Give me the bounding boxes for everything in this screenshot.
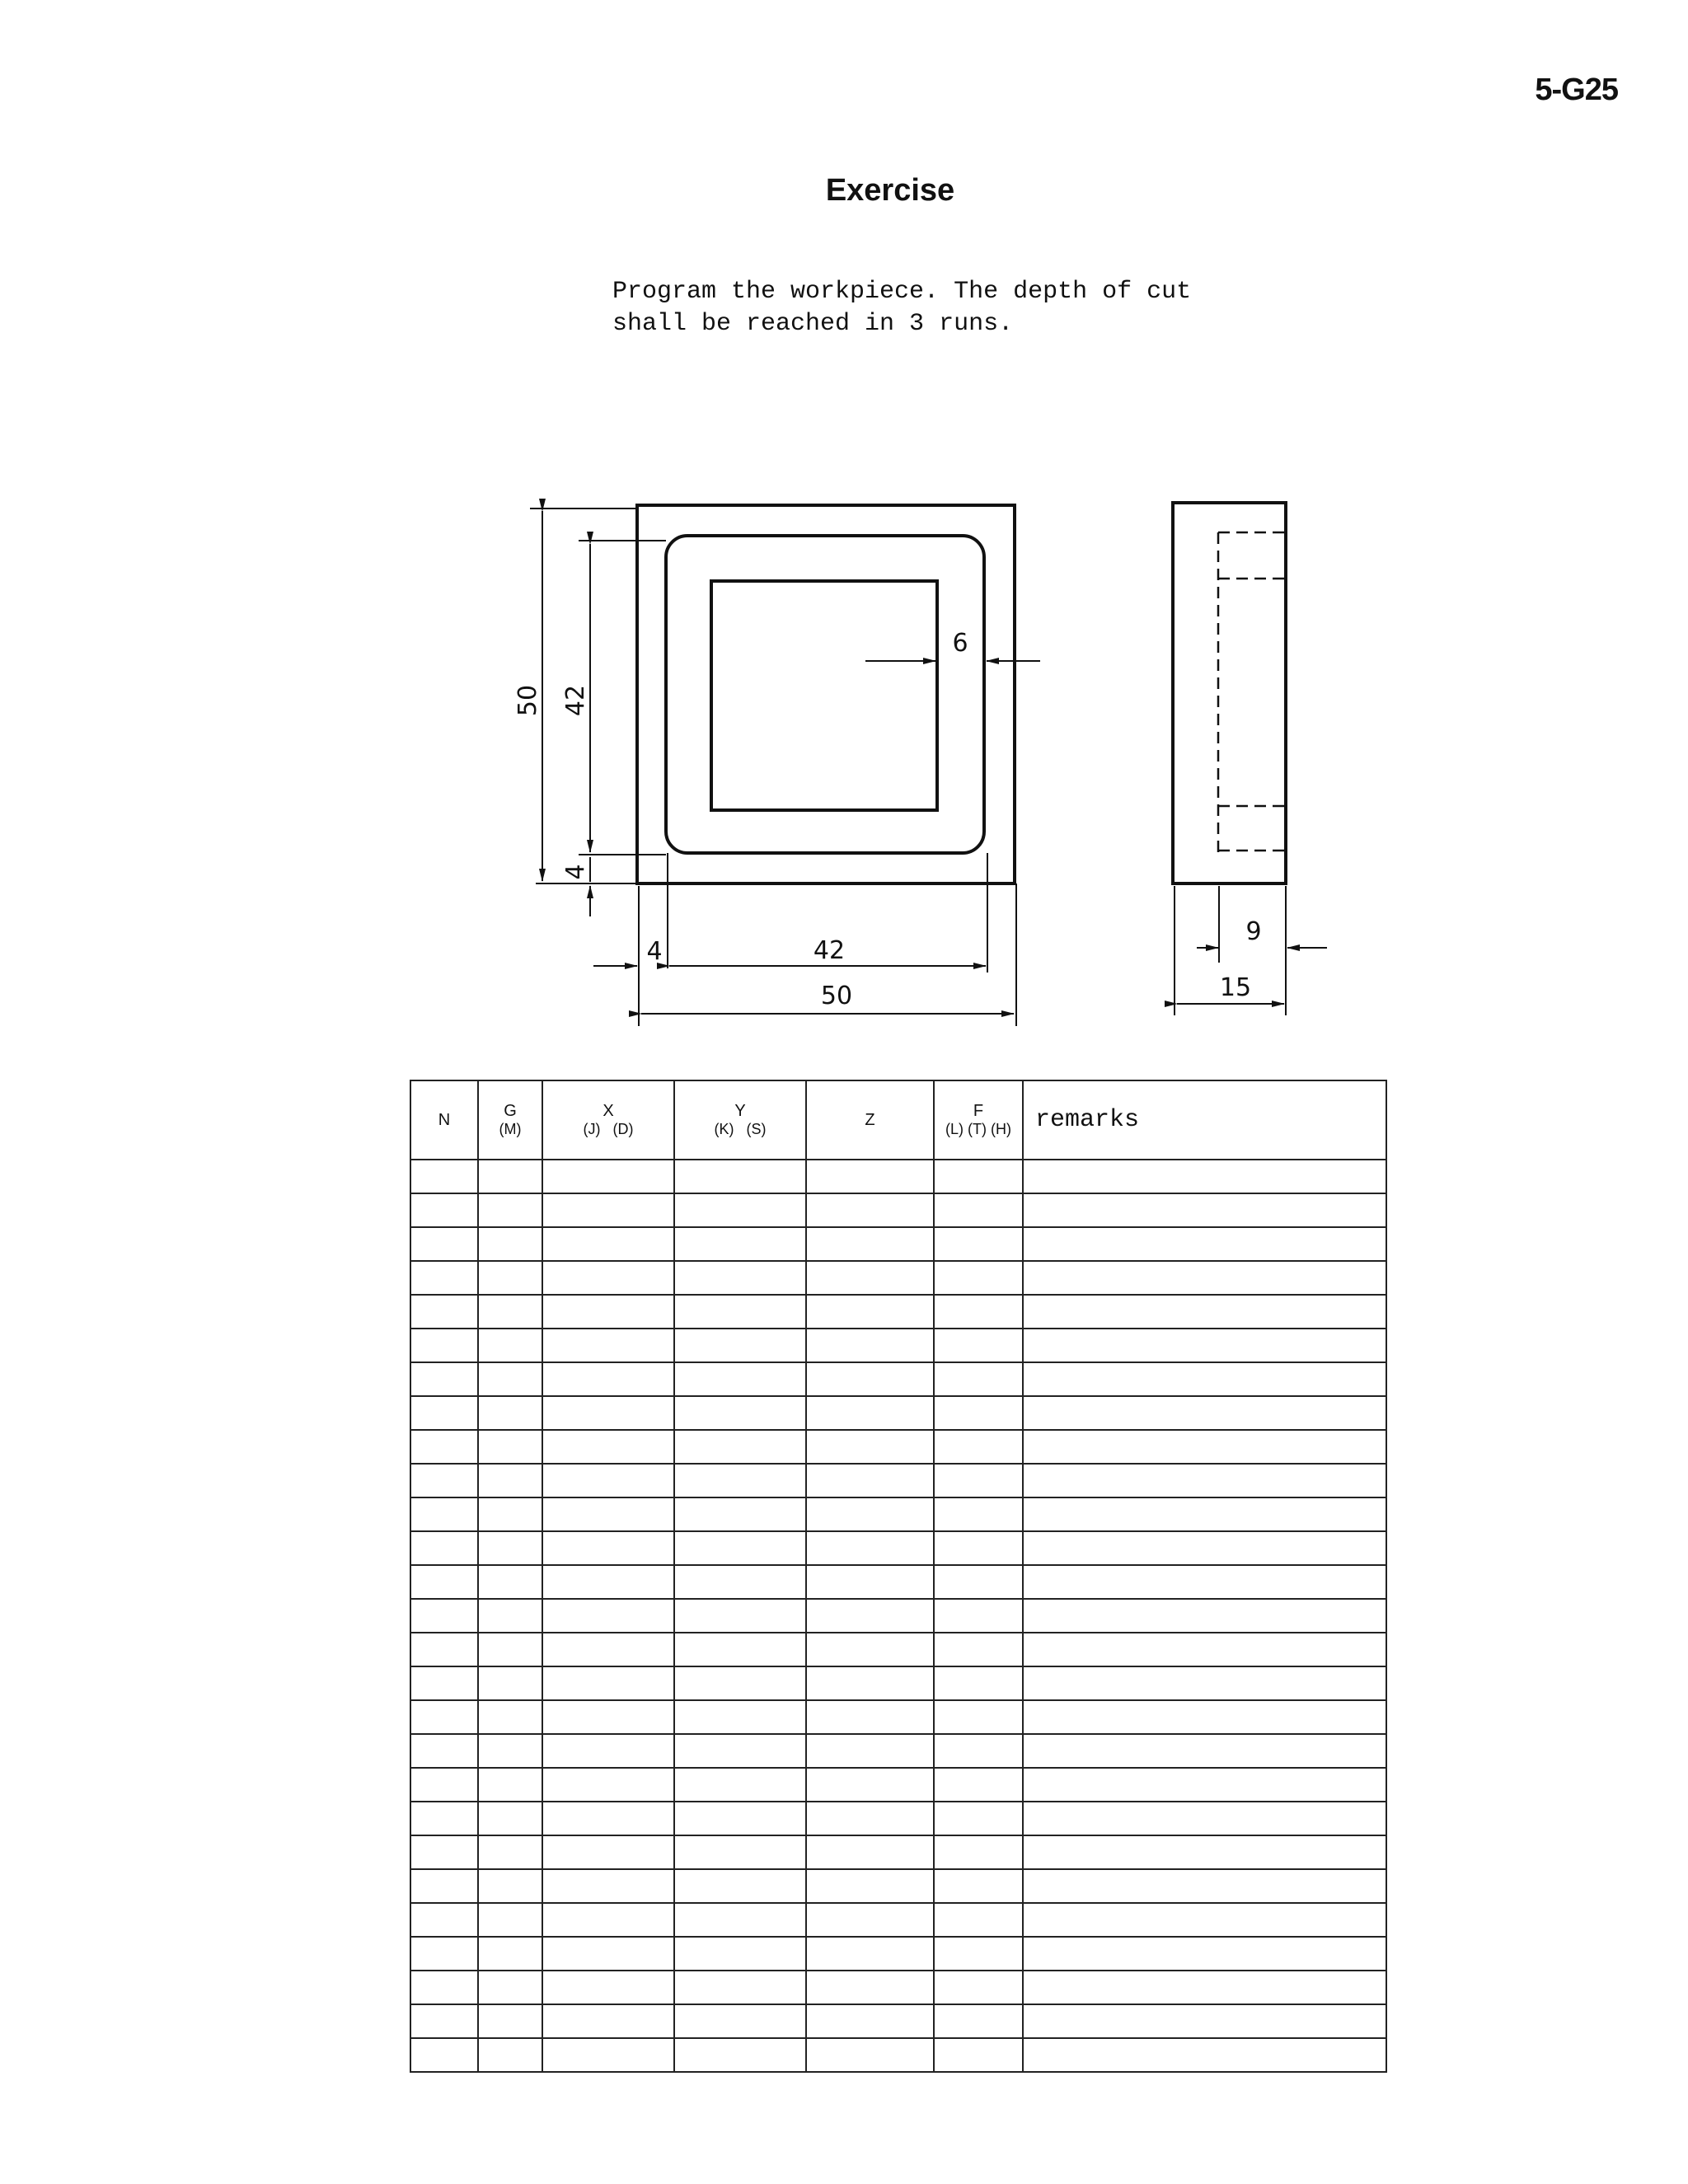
cell-y[interactable] — [674, 1869, 806, 1903]
cell-g[interactable] — [478, 1971, 542, 2004]
cell-g[interactable] — [478, 1160, 542, 1193]
cell-x[interactable] — [542, 1734, 674, 1768]
cell-f[interactable] — [934, 1464, 1023, 1497]
cell-g[interactable] — [478, 1464, 542, 1497]
cell-y[interactable] — [674, 1937, 806, 1971]
cell-remarks[interactable] — [1023, 1869, 1386, 1903]
cell-y[interactable] — [674, 1227, 806, 1261]
cell-y[interactable] — [674, 1193, 806, 1227]
cell-g[interactable] — [478, 1227, 542, 1261]
table-row — [410, 1329, 1386, 1362]
cell-z[interactable] — [806, 1193, 934, 1227]
cell-n[interactable] — [410, 1802, 478, 1835]
column-header-g: G (M) — [478, 1080, 542, 1160]
cell-z[interactable] — [806, 1464, 934, 1497]
cell-remarks[interactable] — [1023, 1362, 1386, 1396]
column-header-f: F (L) (T) (H) — [934, 1080, 1023, 1160]
cell-g[interactable] — [478, 1531, 542, 1565]
table-row — [410, 1193, 1386, 1227]
cell-remarks[interactable] — [1023, 1295, 1386, 1329]
cell-x[interactable] — [542, 1430, 674, 1464]
cell-f[interactable] — [934, 1633, 1023, 1666]
cell-y[interactable] — [674, 1768, 806, 1802]
cell-f[interactable] — [934, 2038, 1023, 2072]
cell-g[interactable] — [478, 1430, 542, 1464]
dim-label-depth: 9 — [1245, 917, 1262, 946]
table-header-row — [410, 1080, 1386, 1160]
dim-label-inner-width: 42 — [813, 936, 846, 965]
cell-x[interactable] — [542, 1362, 674, 1396]
cell-z[interactable] — [806, 1599, 934, 1633]
cell-f[interactable] — [934, 1531, 1023, 1565]
cell-y[interactable] — [674, 1633, 806, 1666]
cell-z[interactable] — [806, 2038, 934, 2072]
cell-y[interactable] — [674, 1497, 806, 1531]
cell-n[interactable] — [410, 1599, 478, 1633]
cell-x[interactable] — [542, 1531, 674, 1565]
cell-g[interactable] — [478, 1835, 542, 1869]
cell-z[interactable] — [806, 1362, 934, 1396]
table-row — [410, 1599, 1386, 1633]
cell-f[interactable] — [934, 1971, 1023, 2004]
table-row — [410, 1937, 1386, 1971]
cell-y[interactable] — [674, 1971, 806, 2004]
table-row — [410, 1160, 1386, 1193]
table-row — [410, 1261, 1386, 1295]
column-header-x: X (J) (D) — [542, 1080, 674, 1160]
cell-y[interactable] — [674, 1295, 806, 1329]
cell-z[interactable] — [806, 1633, 934, 1666]
table-row — [410, 1531, 1386, 1565]
cell-n[interactable] — [410, 1261, 478, 1295]
table-row — [410, 1464, 1386, 1497]
cell-f[interactable] — [934, 1160, 1023, 1193]
cell-x[interactable] — [542, 2038, 674, 2072]
front-view — [530, 505, 1040, 1026]
cell-n[interactable] — [410, 1700, 478, 1734]
cell-g[interactable] — [478, 1396, 542, 1430]
cell-y[interactable] — [674, 1261, 806, 1295]
cell-n[interactable] — [410, 1396, 478, 1430]
cell-y[interactable] — [674, 1464, 806, 1497]
cell-remarks[interactable] — [1023, 1261, 1386, 1295]
cell-x[interactable] — [542, 1396, 674, 1430]
dim-label-thickness: 15 — [1219, 973, 1252, 1002]
cell-g[interactable] — [478, 1329, 542, 1362]
table-row — [410, 1971, 1386, 2004]
table-row — [410, 1869, 1386, 1903]
cell-x[interactable] — [542, 1227, 674, 1261]
cell-y[interactable] — [674, 1160, 806, 1193]
cell-g[interactable] — [478, 1193, 542, 1227]
cell-g[interactable] — [478, 1599, 542, 1633]
table-row — [410, 1362, 1386, 1396]
cell-remarks[interactable] — [1023, 1227, 1386, 1261]
cell-f[interactable] — [934, 1227, 1023, 1261]
instruction-line-1: Program the workpiece. The depth of cut — [612, 278, 1192, 306]
cell-n[interactable] — [410, 1666, 478, 1700]
cell-y[interactable] — [674, 1802, 806, 1835]
cell-g[interactable] — [478, 1802, 542, 1835]
cell-y[interactable] — [674, 1430, 806, 1464]
table-row — [410, 1802, 1386, 1835]
table-row — [410, 1295, 1386, 1329]
cell-f[interactable] — [934, 1802, 1023, 1835]
cell-f[interactable] — [934, 1666, 1023, 1700]
cell-n[interactable] — [410, 1464, 478, 1497]
cell-f[interactable] — [934, 1700, 1023, 1734]
cell-f[interactable] — [934, 1599, 1023, 1633]
cell-g[interactable] — [478, 1700, 542, 1734]
cell-n[interactable] — [410, 1633, 478, 1666]
cell-remarks[interactable] — [1023, 2038, 1386, 2072]
cell-z[interactable] — [806, 1903, 934, 1937]
cell-f[interactable] — [934, 1430, 1023, 1464]
cell-remarks[interactable] — [1023, 1497, 1386, 1531]
dim-label-outer-height: 50 — [513, 684, 542, 717]
table-row — [410, 1396, 1386, 1430]
cell-remarks[interactable] — [1023, 1160, 1386, 1193]
workpiece-outline — [637, 505, 1015, 883]
cell-remarks[interactable] — [1023, 1971, 1386, 2004]
cell-y[interactable] — [674, 1599, 806, 1633]
table-row — [410, 1768, 1386, 1802]
cell-f[interactable] — [934, 1903, 1023, 1937]
cell-g[interactable] — [478, 1497, 542, 1531]
cell-z[interactable] — [806, 1160, 934, 1193]
dim-label-wall-width: 6 — [952, 629, 968, 658]
cell-x[interactable] — [542, 1497, 674, 1531]
cell-z[interactable] — [806, 1666, 934, 1700]
cell-remarks[interactable] — [1023, 1700, 1386, 1734]
cell-n[interactable] — [410, 1362, 478, 1396]
column-header-y: Y (K) (S) — [674, 1080, 806, 1160]
cell-x[interactable] — [542, 1869, 674, 1903]
cell-n[interactable] — [410, 1295, 478, 1329]
cell-z[interactable] — [806, 1869, 934, 1903]
cell-g[interactable] — [478, 2004, 542, 2038]
cell-g[interactable] — [478, 1295, 542, 1329]
cell-x[interactable] — [542, 1565, 674, 1599]
cell-remarks[interactable] — [1023, 1599, 1386, 1633]
table-row — [410, 1227, 1386, 1261]
cell-x[interactable] — [542, 1971, 674, 2004]
cell-f[interactable] — [934, 1396, 1023, 1430]
cell-remarks[interactable] — [1023, 1329, 1386, 1362]
cell-f[interactable] — [934, 1937, 1023, 1971]
table-row — [410, 1734, 1386, 1768]
table-row — [410, 1565, 1386, 1599]
program-rows — [410, 1160, 1386, 2072]
cell-g[interactable] — [478, 1768, 542, 1802]
cell-z[interactable] — [806, 1734, 934, 1768]
cell-z[interactable] — [806, 1329, 934, 1362]
cell-n[interactable] — [410, 1734, 478, 1768]
hidden-lines — [1218, 532, 1286, 857]
cell-remarks[interactable] — [1023, 1666, 1386, 1700]
cell-remarks[interactable] — [1023, 1903, 1386, 1937]
cell-f[interactable] — [934, 1768, 1023, 1802]
column-header-n: N — [410, 1080, 478, 1160]
cell-g[interactable] — [478, 1261, 542, 1295]
cell-y[interactable] — [674, 1666, 806, 1700]
cell-f[interactable] — [934, 1497, 1023, 1531]
cell-y[interactable] — [674, 1565, 806, 1599]
cell-remarks[interactable] — [1023, 1430, 1386, 1464]
cell-g[interactable] — [478, 1633, 542, 1666]
cell-z[interactable] — [806, 1227, 934, 1261]
cell-y[interactable] — [674, 1903, 806, 1937]
cell-x[interactable] — [542, 1633, 674, 1666]
cell-z[interactable] — [806, 1396, 934, 1430]
instruction-line-2: shall be reached in 3 runs. — [612, 310, 1014, 338]
cell-g[interactable] — [478, 1734, 542, 1768]
cell-remarks[interactable] — [1023, 1835, 1386, 1869]
cell-g[interactable] — [478, 1937, 542, 1971]
cell-remarks[interactable] — [1023, 1396, 1386, 1430]
cell-f[interactable] — [934, 1295, 1023, 1329]
cell-f[interactable] — [934, 1193, 1023, 1227]
cell-n[interactable] — [410, 1160, 478, 1193]
cell-remarks[interactable] — [1023, 1531, 1386, 1565]
cell-z[interactable] — [806, 1937, 934, 1971]
page-title: Exercise — [825, 173, 955, 208]
cell-f[interactable] — [934, 1734, 1023, 1768]
cell-z[interactable] — [806, 1768, 934, 1802]
cell-x[interactable] — [542, 1464, 674, 1497]
cell-g[interactable] — [478, 1666, 542, 1700]
side-view-outline — [1173, 503, 1286, 883]
cell-n[interactable] — [410, 1937, 478, 1971]
cell-f[interactable] — [934, 1362, 1023, 1396]
table-row — [410, 2004, 1386, 2038]
cell-z[interactable] — [806, 2004, 934, 2038]
cell-n[interactable] — [410, 1531, 478, 1565]
cell-z[interactable] — [806, 1802, 934, 1835]
cell-remarks[interactable] — [1023, 1734, 1386, 1768]
cell-y[interactable] — [674, 1396, 806, 1430]
cell-z[interactable] — [806, 1295, 934, 1329]
cell-remarks[interactable] — [1023, 1193, 1386, 1227]
cell-x[interactable] — [542, 1937, 674, 1971]
cell-g[interactable] — [478, 1869, 542, 1903]
table-row — [410, 1633, 1386, 1666]
cell-x[interactable] — [542, 2004, 674, 2038]
cell-x[interactable] — [542, 1329, 674, 1362]
cell-f[interactable] — [934, 1261, 1023, 1295]
cell-x[interactable] — [542, 1700, 674, 1734]
cell-f[interactable] — [934, 1835, 1023, 1869]
cell-y[interactable] — [674, 1700, 806, 1734]
cell-x[interactable] — [542, 1903, 674, 1937]
page-number: 5-G25 — [1535, 73, 1618, 107]
cell-n[interactable] — [410, 1565, 478, 1599]
cell-g[interactable] — [478, 1565, 542, 1599]
cell-x[interactable] — [542, 1802, 674, 1835]
cell-z[interactable] — [806, 1565, 934, 1599]
cell-z[interactable] — [806, 1700, 934, 1734]
cell-f[interactable] — [934, 1329, 1023, 1362]
table-row — [410, 1430, 1386, 1464]
column-header-remarks: remarks — [1023, 1080, 1386, 1160]
cell-remarks[interactable] — [1023, 1768, 1386, 1802]
dim-label-left-offset: 4 — [646, 937, 663, 966]
column-header-z: Z — [806, 1080, 934, 1160]
cell-z[interactable] — [806, 1430, 934, 1464]
cell-n[interactable] — [410, 2038, 478, 2072]
cell-f[interactable] — [934, 1565, 1023, 1599]
cell-x[interactable] — [542, 1599, 674, 1633]
cell-y[interactable] — [674, 2038, 806, 2072]
cell-n[interactable] — [410, 1768, 478, 1802]
cell-y[interactable] — [674, 1734, 806, 1768]
cell-n[interactable] — [410, 1869, 478, 1903]
cell-g[interactable] — [478, 1362, 542, 1396]
cell-z[interactable] — [806, 1835, 934, 1869]
dim-label-outer-width: 50 — [820, 982, 853, 1010]
dim-label-inner-height: 42 — [561, 684, 590, 717]
cell-n[interactable] — [410, 1497, 478, 1531]
cell-x[interactable] — [542, 1160, 674, 1193]
cell-n[interactable] — [410, 1971, 478, 2004]
cell-x[interactable] — [542, 1666, 674, 1700]
cell-z[interactable] — [806, 1497, 934, 1531]
cell-n[interactable] — [410, 1329, 478, 1362]
cell-y[interactable] — [674, 1531, 806, 1565]
cell-n[interactable] — [410, 1835, 478, 1869]
cell-n[interactable] — [410, 1227, 478, 1261]
cell-n[interactable] — [410, 2004, 478, 2038]
cell-remarks[interactable] — [1023, 2004, 1386, 2038]
cell-remarks[interactable] — [1023, 1464, 1386, 1497]
pocket-inner-island — [711, 581, 937, 810]
table-row — [410, 1835, 1386, 1869]
table-row — [410, 1700, 1386, 1734]
cell-y[interactable] — [674, 1835, 806, 1869]
table-row — [410, 1903, 1386, 1937]
cell-z[interactable] — [806, 1531, 934, 1565]
table-row — [410, 1497, 1386, 1531]
cell-x[interactable] — [542, 1768, 674, 1802]
cell-g[interactable] — [478, 2038, 542, 2072]
cell-n[interactable] — [410, 1193, 478, 1227]
cell-x[interactable] — [542, 1295, 674, 1329]
cell-g[interactable] — [478, 1903, 542, 1937]
cell-y[interactable] — [674, 1362, 806, 1396]
cell-n[interactable] — [410, 1430, 478, 1464]
cell-y[interactable] — [674, 2004, 806, 2038]
table-row — [410, 1666, 1386, 1700]
cell-remarks[interactable] — [1023, 1802, 1386, 1835]
dim-label-bottom-offset: 4 — [561, 864, 590, 880]
cell-x[interactable] — [542, 1261, 674, 1295]
cell-remarks[interactable] — [1023, 1937, 1386, 1971]
cell-z[interactable] — [806, 1261, 934, 1295]
cell-f[interactable] — [934, 1869, 1023, 1903]
cell-n[interactable] — [410, 1903, 478, 1937]
cell-z[interactable] — [806, 1971, 934, 2004]
cell-f[interactable] — [934, 2004, 1023, 2038]
cnc-program-table — [410, 1080, 1387, 2073]
cell-remarks[interactable] — [1023, 1633, 1386, 1666]
cell-remarks[interactable] — [1023, 1565, 1386, 1599]
table-row — [410, 2038, 1386, 2072]
cell-y[interactable] — [674, 1329, 806, 1362]
cell-x[interactable] — [542, 1835, 674, 1869]
cell-x[interactable] — [542, 1193, 674, 1227]
